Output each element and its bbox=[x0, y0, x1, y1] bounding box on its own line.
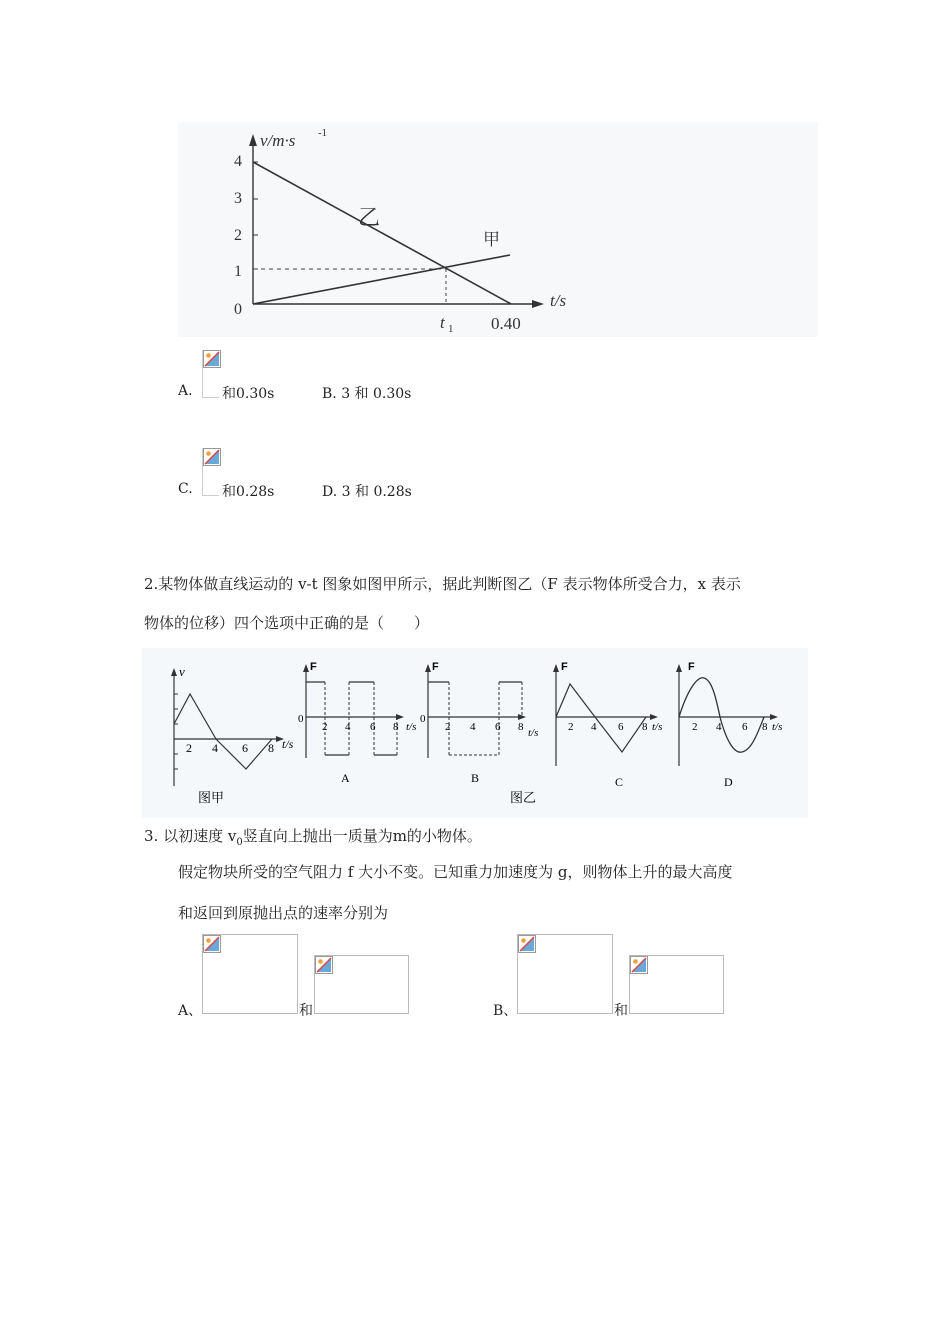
tick-label: 8 bbox=[762, 721, 768, 733]
x-label: t/s bbox=[772, 721, 783, 733]
figure-q2-panel bbox=[142, 648, 808, 818]
broken-image-icon bbox=[518, 935, 536, 953]
question-2-line-2: 物体的位移）四个选项中正确的是（ ） bbox=[144, 614, 430, 632]
broken-image-icon bbox=[203, 935, 221, 953]
y-tick-label: 2 bbox=[234, 227, 242, 244]
tick-label: 6 bbox=[618, 721, 624, 733]
y-label: F bbox=[432, 661, 439, 673]
caption-yi: 图乙 bbox=[510, 790, 537, 805]
y-axis-label: v/m·s bbox=[260, 131, 296, 150]
tick-label: 2 bbox=[445, 721, 451, 733]
y-label: F bbox=[688, 661, 695, 673]
option-letter: D. bbox=[322, 484, 338, 500]
q3-option-b[interactable]: B、 bbox=[493, 1003, 518, 1019]
caption: C bbox=[615, 775, 624, 789]
tick-label: 4 bbox=[470, 721, 476, 733]
option-d[interactable] bbox=[322, 481, 412, 501]
tick-label: 2 bbox=[322, 721, 328, 733]
tick-label: 2 bbox=[568, 721, 574, 733]
broken-image-icon bbox=[203, 448, 221, 466]
q3-option-a-and: 和 bbox=[299, 1003, 313, 1019]
q3-option-a[interactable]: A、 bbox=[178, 1003, 203, 1019]
tick-label: 4 bbox=[345, 721, 351, 733]
x-tick-end: 0.40 bbox=[491, 314, 521, 333]
question-3-line-1 bbox=[144, 825, 482, 848]
y-tick-label: 4 bbox=[234, 153, 242, 170]
broken-image-a bbox=[202, 350, 219, 398]
zero-label: 0 bbox=[298, 713, 304, 725]
tick-label: 8 bbox=[268, 741, 274, 755]
y-label: F bbox=[561, 661, 568, 673]
tick-label: 4 bbox=[716, 721, 722, 733]
q3-subscript: 0 bbox=[236, 837, 243, 848]
zero-label: 0 bbox=[420, 713, 426, 725]
broken-image-icon bbox=[630, 956, 648, 974]
broken-image-q3-b1 bbox=[517, 934, 613, 1014]
y-tick-label: 1 bbox=[234, 263, 242, 280]
question-3-line-2: 假定物块所受的空气阻力 f 大小不变。已知重力加速度为 g，则物体上升的最大高度 bbox=[178, 863, 733, 881]
option-letter: B. bbox=[322, 386, 337, 402]
y-label: v bbox=[179, 664, 185, 679]
option-letter: A. bbox=[178, 383, 193, 399]
caption: 图甲 bbox=[198, 790, 225, 805]
tick-label: 8 bbox=[518, 721, 524, 733]
tick-label: 2 bbox=[692, 721, 698, 733]
broken-image-c bbox=[202, 448, 219, 496]
y-axis-label-exp: -1 bbox=[318, 127, 328, 139]
caption: B bbox=[471, 771, 480, 785]
option-a-text: 和0.30s bbox=[222, 386, 275, 402]
tick-label: 8 bbox=[642, 721, 648, 733]
q3-text-post: 竖直向上抛出一质量为m的小物体。 bbox=[242, 827, 482, 845]
tick-label: 6 bbox=[242, 741, 248, 755]
tick-label: 6 bbox=[495, 721, 501, 733]
broken-image-icon bbox=[315, 956, 333, 974]
label-yi: 乙 bbox=[358, 205, 381, 230]
option-letter: C. bbox=[178, 481, 193, 497]
tick-label: 2 bbox=[186, 741, 192, 755]
x-label: t/s bbox=[652, 721, 663, 733]
graph-vt-jia-yi bbox=[178, 122, 818, 337]
x-tick-t1-sub: 1 bbox=[448, 323, 454, 335]
option-c-text: 和0.28s bbox=[222, 484, 275, 500]
option-text: 3 和 0.28s bbox=[341, 484, 412, 500]
tick-label: 6 bbox=[370, 721, 376, 733]
broken-image-icon bbox=[203, 350, 221, 368]
x-label: t/s bbox=[282, 737, 294, 751]
broken-image-q3-a1 bbox=[202, 934, 298, 1014]
broken-image-q3-a2 bbox=[314, 955, 409, 1014]
option-b[interactable] bbox=[322, 383, 411, 403]
caption: D bbox=[724, 775, 733, 789]
x-label: t/s bbox=[406, 721, 417, 733]
x-label: t/s bbox=[528, 727, 539, 739]
tick-label: 6 bbox=[742, 721, 748, 733]
y-tick-label: 0 bbox=[234, 301, 242, 318]
x-axis-label: t/s bbox=[550, 291, 567, 310]
option-text: 3 和 0.30s bbox=[341, 386, 412, 402]
option-c[interactable] bbox=[178, 481, 193, 497]
caption: A bbox=[341, 771, 350, 785]
y-label: F bbox=[310, 661, 317, 673]
question-3-line-3: 和返回到原抛出点的速率分别为 bbox=[178, 904, 389, 922]
option-a[interactable] bbox=[178, 383, 193, 399]
x-tick-t1: t bbox=[440, 313, 445, 332]
tick-label: 8 bbox=[393, 721, 399, 733]
question-2-line-1: 2.某物体做直线运动的 v-t 图象如图甲所示，据此判断图乙（F 表示物体所受合力，x 表示 bbox=[144, 575, 741, 593]
broken-image-q3-b2 bbox=[629, 955, 724, 1014]
tick-label: 4 bbox=[591, 721, 597, 733]
q3-text-pre: 3. 以初速度 v bbox=[144, 827, 237, 845]
tick-label: 4 bbox=[212, 741, 218, 755]
q3-option-b-and: 和 bbox=[614, 1003, 628, 1019]
label-jia: 甲 bbox=[483, 230, 500, 249]
y-tick-label: 3 bbox=[234, 190, 242, 207]
